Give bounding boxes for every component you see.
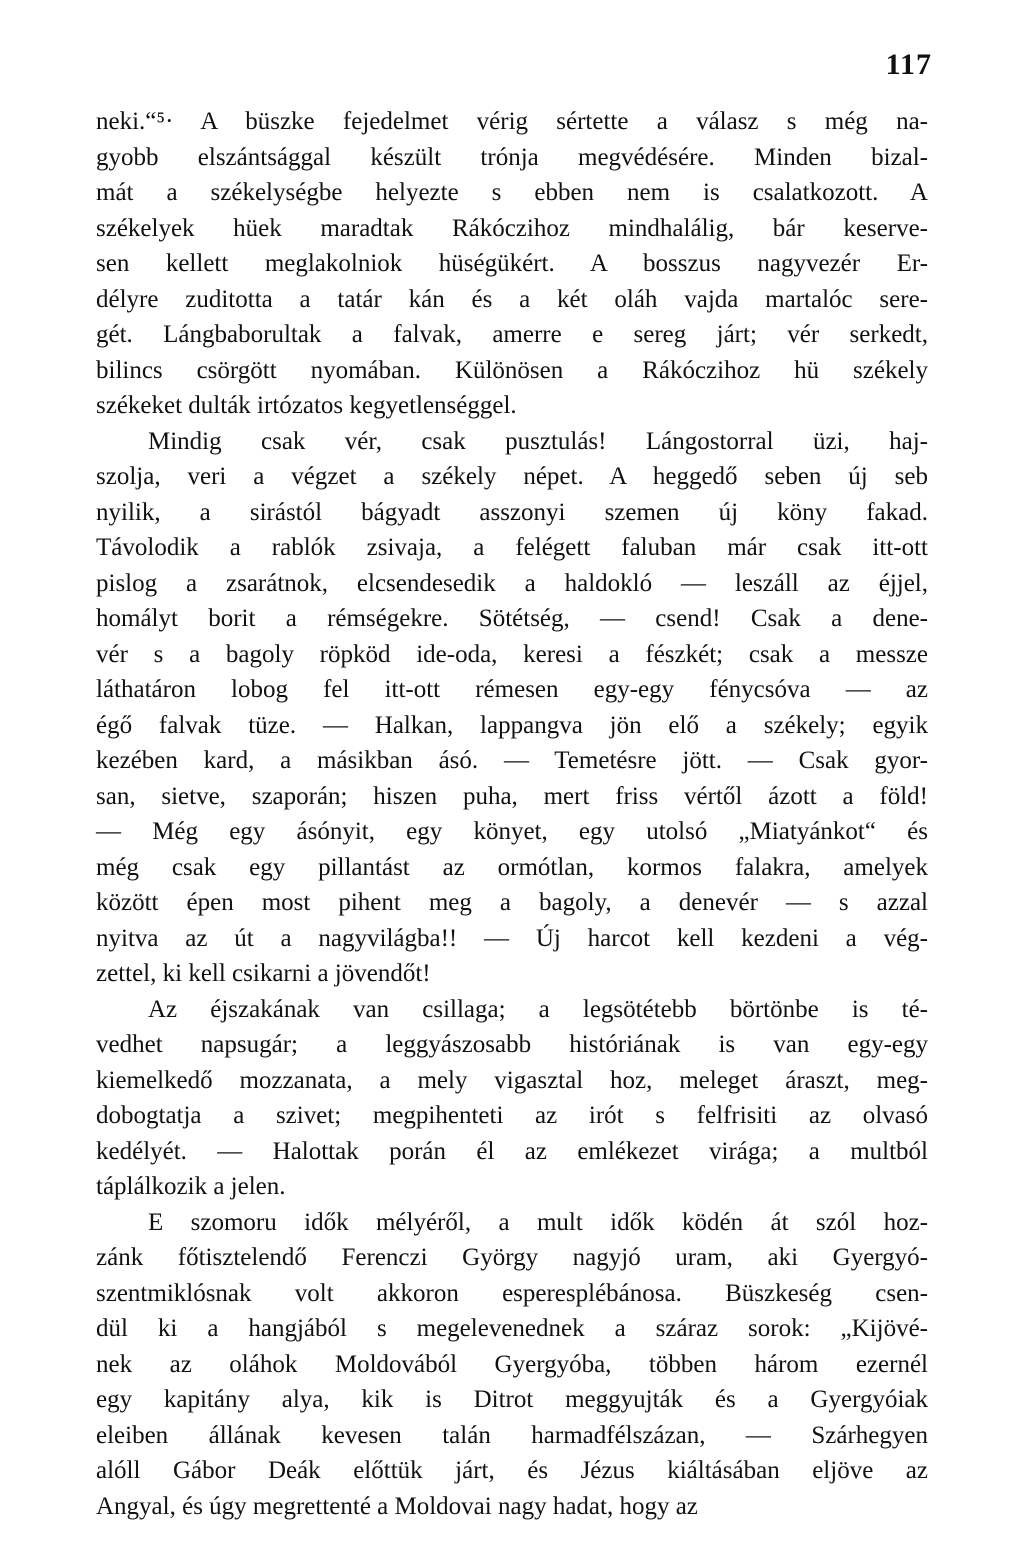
body-text <box>96 104 928 1524</box>
text-line: alóll Gábor Deák előttük járt, és Jézus kiáltásában eljöve az <box>96 1457 928 1484</box>
text-line: neki.“⁵· A büszke fejedelmet vérig sértette a válasz s még na- <box>96 108 928 135</box>
text-line: Távolodik a rablók zsivaja, a felégett faluban már csak itt-ott <box>96 534 928 561</box>
page-number: 117 <box>885 48 932 81</box>
text-line: szolja, veri a végzet a székely népet. A heggedő seben új seb <box>96 463 928 490</box>
text-line: délyre zuditotta a tatár kán és a két oláh vajda martalóc sere- <box>96 285 928 313</box>
text-line: szentmiklósnak volt akkoron esperesplébánosa. Büszkeség csen- <box>96 1279 928 1307</box>
text-line: eleiben állának kevesen talán harmadfélszázan, — Szárhegyen <box>96 1421 928 1449</box>
paragraph <box>96 1205 928 1525</box>
paragraph <box>96 104 928 424</box>
text-line: zánk főtisztelendő Ferenczi György nagyjó uram, aki Gyergyó- <box>96 1244 928 1271</box>
text-line: san, sietve, szaporán; hiszen puha, mert friss vértől ázott a föld! <box>96 782 928 810</box>
paragraph <box>96 424 928 992</box>
text-line: székeket dulták irtózatos kegyetlenséggel. <box>96 392 517 419</box>
text-line: kiemelkedő mozzanata, a mely vigasztal hoz, meleget áraszt, meg- <box>96 1066 928 1094</box>
text-line: székelyek hüek maradtak Rákóczihoz mindhalálig, bár keserve- <box>96 214 928 242</box>
text-line: vedhet napsugár; a leggyászosabb históriának is van egy-egy <box>96 1031 928 1058</box>
text-line: sen kellett meglakolniok hüségükért. A bosszus nagyvezér Er- <box>96 250 928 277</box>
text-line: — Még egy ásónyit, egy könyet, egy utolsó „Miatyánkot“ és <box>96 818 928 845</box>
text-line: vér s a bagoly röpköd ide-oda, keresi a fészkét; csak a messze <box>96 640 928 668</box>
text-line: bilincs csörgött nyomában. Különösen a Rákóczihoz hü székely <box>96 356 928 384</box>
paragraph <box>96 992 928 1205</box>
text-line: még csak egy pillantást az ormótlan, kormos falakra, amelyek <box>96 853 928 881</box>
text-line: homályt borit a rémségekre. Sötétség, — csend! Csak a dene- <box>96 605 928 632</box>
text-line: zettel, ki kell csikarni a jövendőt! <box>96 960 431 987</box>
text-line: nyitva az út a nagyvilágba!! — Új harcot kell kezdeni a vég- <box>96 924 928 952</box>
text-line: egy kapitány alya, kik is Ditrot meggyujták és a Gyergyóiak <box>96 1386 928 1413</box>
text-line: kezében kard, a másikban ásó. — Temetésre jött. — Csak gyor- <box>96 747 928 774</box>
text-line: pislog a zsarátnok, elcsendesedik a haldokló — leszáll az éjjel, <box>96 569 928 597</box>
text-line: mát a székelységbe helyezte s ebben nem is csalatkozott. A <box>96 179 928 206</box>
text-line: Az éjszakának van csillaga; a legsötétebb börtönbe is té- <box>148 995 928 1023</box>
text-line: kedélyét. — Halottak porán él az emlékezet virága; a multból <box>96 1137 928 1165</box>
text-line: égő falvak tüze. — Halkan, lappangva jön elő a székely; egyik <box>96 711 928 739</box>
text-line: között épen most pihent meg a bagoly, a denevér — s azzal <box>96 889 928 916</box>
text-line: nyilik, a sirástól bágyadt asszonyi szemen új köny fakad. <box>96 498 928 526</box>
text-line: dül ki a hangjából s megelevenednek a száraz sorok: „Kijövé- <box>96 1315 928 1342</box>
text-line: Angyal, és úgy megrettenté a Moldovai nagy hadat, hogy az <box>96 1492 698 1520</box>
text-line: táplálkozik a jelen. <box>96 1173 286 1200</box>
text-line: nek az oláhok Moldovából Gyergyóba, többen három ezernél <box>96 1350 928 1378</box>
text-line: E szomoru idők mélyéről, a mult idők ködén át szól hoz- <box>148 1208 928 1236</box>
text-line: Mindig csak vér, csak pusztulás! Lángostorral üzi, haj- <box>148 427 928 455</box>
text-line: gét. Lángbaborultak a falvak, amerre e sereg járt; vér serkedt, <box>96 321 928 348</box>
text-line: láthatáron lobog fel itt-ott rémesen egy-egy fénycsóva — az <box>96 676 928 703</box>
text-line: dobogtatja a szivet; megpihenteti az irót s felfrisiti az olvasó <box>96 1102 928 1129</box>
text-line: gyobb elszántsággal készült trónja megvédésére. Minden bizal- <box>96 143 928 171</box>
